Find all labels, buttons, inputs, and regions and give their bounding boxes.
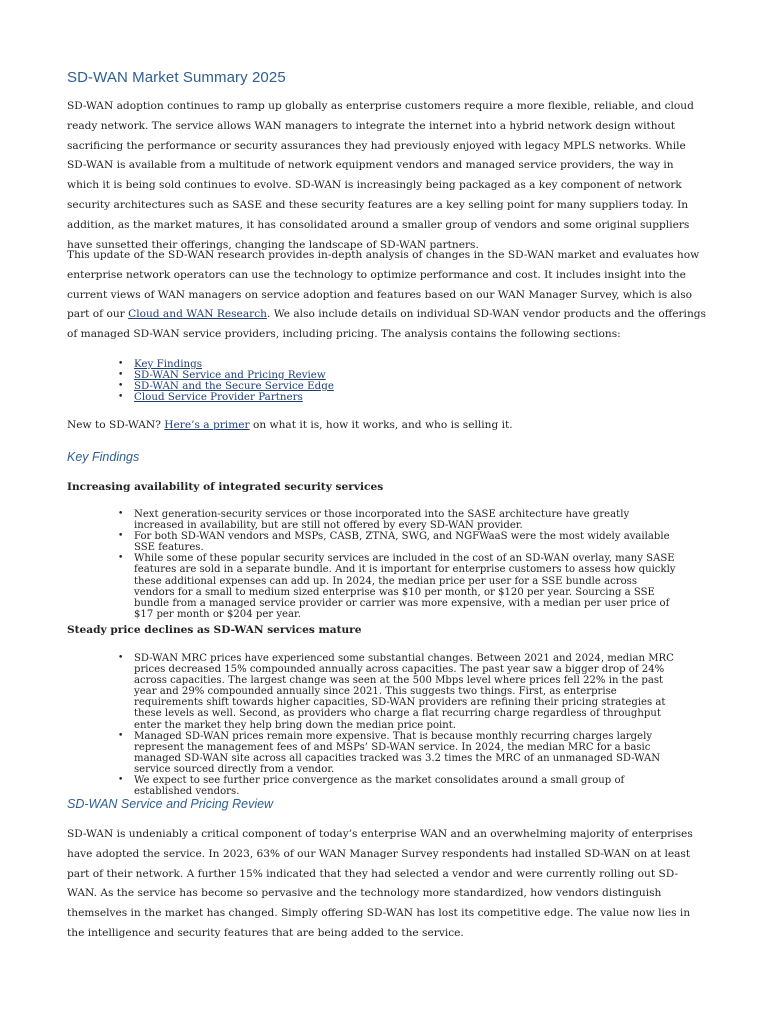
toc-link-secure-service-edge[interactable]: SD-WAN and the Secure Service Edge [134, 380, 334, 392]
primer-link[interactable]: Here’s a primer [164, 419, 250, 431]
list-item: • We expect to see further price convergence as the market consolidates around a small group of established vendors. [118, 775, 678, 797]
intro-paragraph-2 [67, 246, 707, 345]
key-findings-heading: Key Findings [67, 450, 140, 464]
service-review-heading: SD-WAN Service and Pricing Review [67, 797, 274, 811]
list-item: • SD-WAN MRC prices have experienced some substantial changes. Between 2021 and 2024, median MRC prices decreased 15% compounded annually across capacities. The past year saw a bigger drop of 24% across capacities. The largest change was seen at the 500 Mbps level where prices fell 22% in the past year and 29% compounded annually since 2021. This suggests two things. First, as enterprise requirements shift towards higher capacities, SD-WAN providers are refining their pricing strategies at these levels as well. Second, as providers who charge a flat recurring charge regardless of throughput enter the market they help bring down the median price point. [118, 653, 678, 731]
toc-link-cloud-service-provider-partners[interactable]: Cloud Service Provider Partners [134, 391, 303, 403]
primer-text-end: on what it is, how it works, and who is selling it. [249, 419, 513, 431]
cloud-wan-research-link[interactable]: Cloud and WAN Research [128, 308, 267, 321]
list-item: • While some of these popular security services are included in the cost of an SD-WAN overlay, many SASE features are sold in a separate bundle. And it is important for enterprise customers to assess how quickly these additional expenses can add up. In 2024, the median price per user for a SSE bundle across vendors for a small to medium sized enterprise was $10 per month, or $120 per year. Sourcing a SSE bundle from a managed service provider or carrier was more expensive, with a median per user price of $17 per month or $204 per year. [118, 553, 678, 620]
intro-paragraph-2-text-end: . We also include details on individual SD-WAN vendor products and the offerings of managed SD-WAN service providers, including pricing. The analysis contains the following sections: [67, 308, 706, 341]
sections-list [118, 359, 334, 403]
security-bullets [118, 509, 678, 620]
primer-text: New to SD-WAN? [67, 419, 165, 431]
page-title: SD-WAN Market Summary 2025 [67, 69, 286, 86]
toc-link-key-findings[interactable]: Key Findings [134, 358, 203, 370]
intro-paragraph-2-text: This update of the SD-WAN research provides in-depth analysis of changes in the SD-WAN market and evaluates how enterprise network operators can use the technology to optimize performance and cost. It includes insight into the current views of WAN managers on service adoption and features based on our WAN Manager Survey, which is also part of our [67, 249, 700, 321]
toc-link-service-pricing-review[interactable]: SD-WAN Service and Pricing Review [134, 369, 326, 381]
primer-paragraph [67, 416, 707, 436]
list-item [118, 392, 334, 403]
price-subheading: Steady price declines as SD-WAN services mature [67, 624, 362, 636]
list-item: • Managed SD-WAN prices remain more expensive. That is because monthly recurring charges largely represent the management fees of and MSPs’ SD-WAN service. In 2024, the median MRC for a basic managed SD-WAN site across all capacities tracked was 3.2 times the MRC of an unmanaged SD-WAN service sourced directly from a vendor. [118, 731, 678, 775]
service-review-paragraph: SD-WAN is undeniably a critical component of today’s enterprise WAN and an overwhelming majority of enterprises have adopted the service. In 2023, 63% of our WAN Manager Survey respondents had installed SD-WAN on at least part of their network. A further 15% indicated that they had selected a vendor and were currently rolling out SD-WAN. As the service has become so pervasive and the technology more standardized, how vendors distinguish themselves in the market has changed. Simply offering SD-WAN has lost its competitive edge. The value now lies in the intelligence and security features that are being added to the service. [67, 828, 693, 939]
intro-paragraph-1: SD-WAN adoption continues to ramp up globally as enterprise customers require a more flexible, reliable, and cloud ready network. The service allows WAN managers to integrate the internet into a hybrid network design without sacrificing the performance or security assurances they had previously enjoyed with legacy MPLS networks. While SD-WAN is available from a multitude of network equipment vendors and managed service providers, the way in which it is being sold continues to evolve. SD-WAN is increasingly being packaged as a key component of network security architectures such as SASE and these security features are a key selling point for many suppliers today. In addition, as the market matures, it has consolidated around a smaller group of vendors and some original suppliers have sunsetted their offerings, changing the landscape of SD-WAN partners. [67, 100, 694, 251]
list-item: • Next generation-security services or those incorporated into the SASE architecture have greatly increased in availability, but are still not offered by every SD-WAN provider. [118, 509, 678, 531]
price-bullets [118, 653, 678, 797]
security-subheading: Increasing availability of integrated security services [67, 481, 384, 493]
list-item: • For both SD-WAN vendors and MSPs, CASB, ZTNA, SWG, and NGFWaaS were the most widely available SSE features. [118, 531, 678, 553]
